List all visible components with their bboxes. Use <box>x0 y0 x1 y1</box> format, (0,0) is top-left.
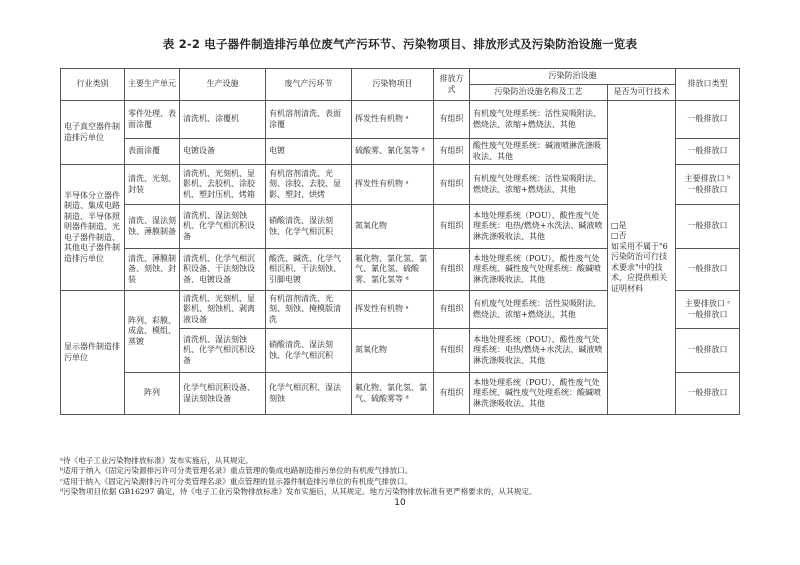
cell-emission: 有组织 <box>434 249 470 291</box>
header-industry: 行业类别 <box>61 69 125 101</box>
cell-pollutant: 硫酸雾、氰化氢等 ᵈ <box>352 139 434 165</box>
note-a: ᵃ待《电子工业污染物排放标准》发布实施后，从其规定。 <box>60 456 253 465</box>
cell-industry: 半导体分立器件制造、集成电路制造、半导体照明器件制造、光电子器件制造、其他电子器件制造排污单位 <box>61 165 125 291</box>
cell-pollutant: 挥发性有机物 ᵃ <box>352 101 434 139</box>
note-b: ᵇ适用于纳入《固定污染源排污许可分类管理名录》重点管理的集成电路制造排污单位的有机废气排放口。 <box>60 466 413 476</box>
header-feasible: 是否为可行技术 <box>608 85 676 101</box>
cell-facility: 清洗机、涂覆机 <box>180 101 266 139</box>
cell-control: 本地处理系统（POU）、酸性废气处理系统、碱性废气处理系统：酸碱喷淋洗涤吸收法、其他 <box>470 373 608 415</box>
cell-facility: 电镀设备 <box>180 139 266 165</box>
cell-outlet: 主要排放口 ᵇ 一般排放口 <box>676 165 740 205</box>
cell-control: 酸性废气处理系统：碱液喷淋洗涤吸收法、其他 <box>470 139 608 165</box>
cell-industry: 电子真空器件制造排污单位 <box>61 101 125 165</box>
cell-facility: 清洗机、湿法刻蚀机、化学气相沉积设备 <box>180 329 266 373</box>
header-control-name: 污染防治设施名称及工艺 <box>470 85 608 101</box>
cell-outlet: 一般排放口 <box>676 139 740 165</box>
cell-link: 电镀 <box>266 139 352 165</box>
cell-outlet: 一般排放口 <box>676 249 740 291</box>
cell-unit: 清洗、光刻、封装 <box>125 165 180 205</box>
note-c: ᶜ适用于纳入《固定污染源排污许可分类管理名录》重点管理的显示器件制造排污单位的有机废气排放口。 <box>60 476 412 486</box>
cell-unit: 零件处理、表面涂覆 <box>125 101 180 139</box>
header-link: 废气产污环节 <box>266 69 352 101</box>
cell-unit: 清洗、湿法刻蚀、薄膜制备 <box>125 205 180 249</box>
cell-pollutant: 氮氧化物 <box>352 329 434 373</box>
cell-link: 酸洗、碱洗、化学气相沉积、干法刻蚀、引脚电镀 <box>266 249 352 291</box>
cell-emission: 有组织 <box>434 291 470 329</box>
cell-outlet: 一般排放口 <box>676 373 740 415</box>
cell-pollutant: 氟化物、氯化氢、氯气、硫酸雾等 ᵈ <box>352 373 434 415</box>
cell-control: 有机废气处理系统：活性炭吸附法、燃烧法、浓缩+燃烧法、其他 <box>470 101 608 139</box>
cell-pollutant: 氟化物、氯化氢、氯气、氰化氢、硫酸雾、氯化氢等 ᵈ <box>352 249 434 291</box>
table-title: 表 2-2 电子器件制造排污单位废气产污环节、污染物项目、排放形式及污染防治设施一览表 <box>162 37 638 51</box>
table-row <box>61 101 740 139</box>
cell-pollutant: 挥发性有机物 ᵃ <box>352 165 434 205</box>
note-d: ᵈ污染物项目依据 GB16297 确定，待《电子工业污染物排放标准》发布实施后，从其规定。地方污染物排放标准有更严格要求的，从其规定。 <box>60 487 537 497</box>
cell-link: 有机溶剂清洗、表面涂覆 <box>266 101 352 139</box>
cell-industry: 显示器件制造排污单位 <box>61 291 125 415</box>
header-emission: 排放方式 <box>434 69 470 101</box>
cell-link: 有机溶剂清洗、光刻、涂胶、去胶、显影、塑封、烘烤 <box>266 165 352 205</box>
table-notes <box>60 456 750 498</box>
cell-outlet: 一般排放口 <box>676 329 740 373</box>
emission-table <box>60 68 740 415</box>
cell-control: 有机废气处理系统：活性炭吸附法、燃烧法、浓缩+燃烧法、其他 <box>470 165 608 205</box>
cell-link: 化学气相沉积、湿法刻蚀 <box>266 373 352 415</box>
header-facility: 生产设施 <box>180 69 266 101</box>
cell-unit: 阵列、彩膜、成盒、模组、蒸镀 <box>125 291 180 373</box>
cell-control: 本地处理系统（POU）、酸性废气处理系统：电热/燃烧+水洗法、碱液喷淋洗涤吸收法、其他 <box>470 329 608 373</box>
cell-emission: 有组织 <box>434 205 470 249</box>
cell-pollutant: 挥发性有机物 ᵃ <box>352 291 434 329</box>
cell-unit: 阵列 <box>125 373 180 415</box>
cell-outlet: 一般排放口 <box>676 205 740 249</box>
cell-control: 有机废气处理系统：活性炭吸附法、燃烧法、浓缩+燃烧法、其他 <box>470 291 608 329</box>
cell-pollutant: 氮氧化物 <box>352 205 434 249</box>
page-number: 10 <box>394 498 406 508</box>
header-control: 污染防治设施 <box>470 69 676 85</box>
cell-facility: 清洗机、光刻机、显影机、去胶机、涂胶机、塑封压机、烤箱 <box>180 165 266 205</box>
cell-emission: 有组织 <box>434 101 470 139</box>
cell-unit: 清洗、薄膜制备、刻蚀、封装 <box>125 249 180 291</box>
cell-facility: 化学气相沉积设备、湿法刻蚀设备 <box>180 373 266 415</box>
header-pollutant: 污染物项目 <box>352 69 434 101</box>
cell-outlet: 主要排放口 ᶜ 一般排放口 <box>676 291 740 329</box>
cell-link: 硝酸清洗、湿法刻蚀、化学气相沉积 <box>266 205 352 249</box>
cell-emission: 有组织 <box>434 165 470 205</box>
cell-unit: 表面涂覆 <box>125 139 180 165</box>
cell-emission: 有组织 <box>434 329 470 373</box>
cell-emission: 有组织 <box>434 139 470 165</box>
cell-facility: 清洗机、湿法刻蚀机、化学气相沉积设备 <box>180 205 266 249</box>
cell-link: 硝酸清洗、湿法刻蚀、化学气相沉积 <box>266 329 352 373</box>
cell-outlet: 一般排放口 <box>676 101 740 139</box>
cell-control: 本地处理系统（POU）、酸性废气处理系统、碱性废气处理系统：酸碱喷淋洗涤吸收法、其他 <box>470 249 608 291</box>
cell-facility: 清洗机、化学气相沉积设备、干法刻蚀设备、电镀设备 <box>180 249 266 291</box>
cell-control: 本地处理系统（POU）、酸性废气处理系统：电热/燃烧+水洗法、碱液喷淋洗涤吸收法、其他 <box>470 205 608 249</box>
header-units: 主要生产单元 <box>125 69 180 101</box>
cell-facility: 清洗机、光刻机、显影机、刻蚀机、剥离液设备 <box>180 291 266 329</box>
cell-link: 有机溶剂清洗、光刻、刻蚀、掩模版清洗 <box>266 291 352 329</box>
header-outlet: 排放口类型 <box>676 69 740 101</box>
cell-emission: 有组织 <box>434 373 470 415</box>
cell-feasible: □是 □否 如采用不属于"6 污染防治可行技术要求"中的技术，应提供相关证明材料 <box>608 101 676 415</box>
